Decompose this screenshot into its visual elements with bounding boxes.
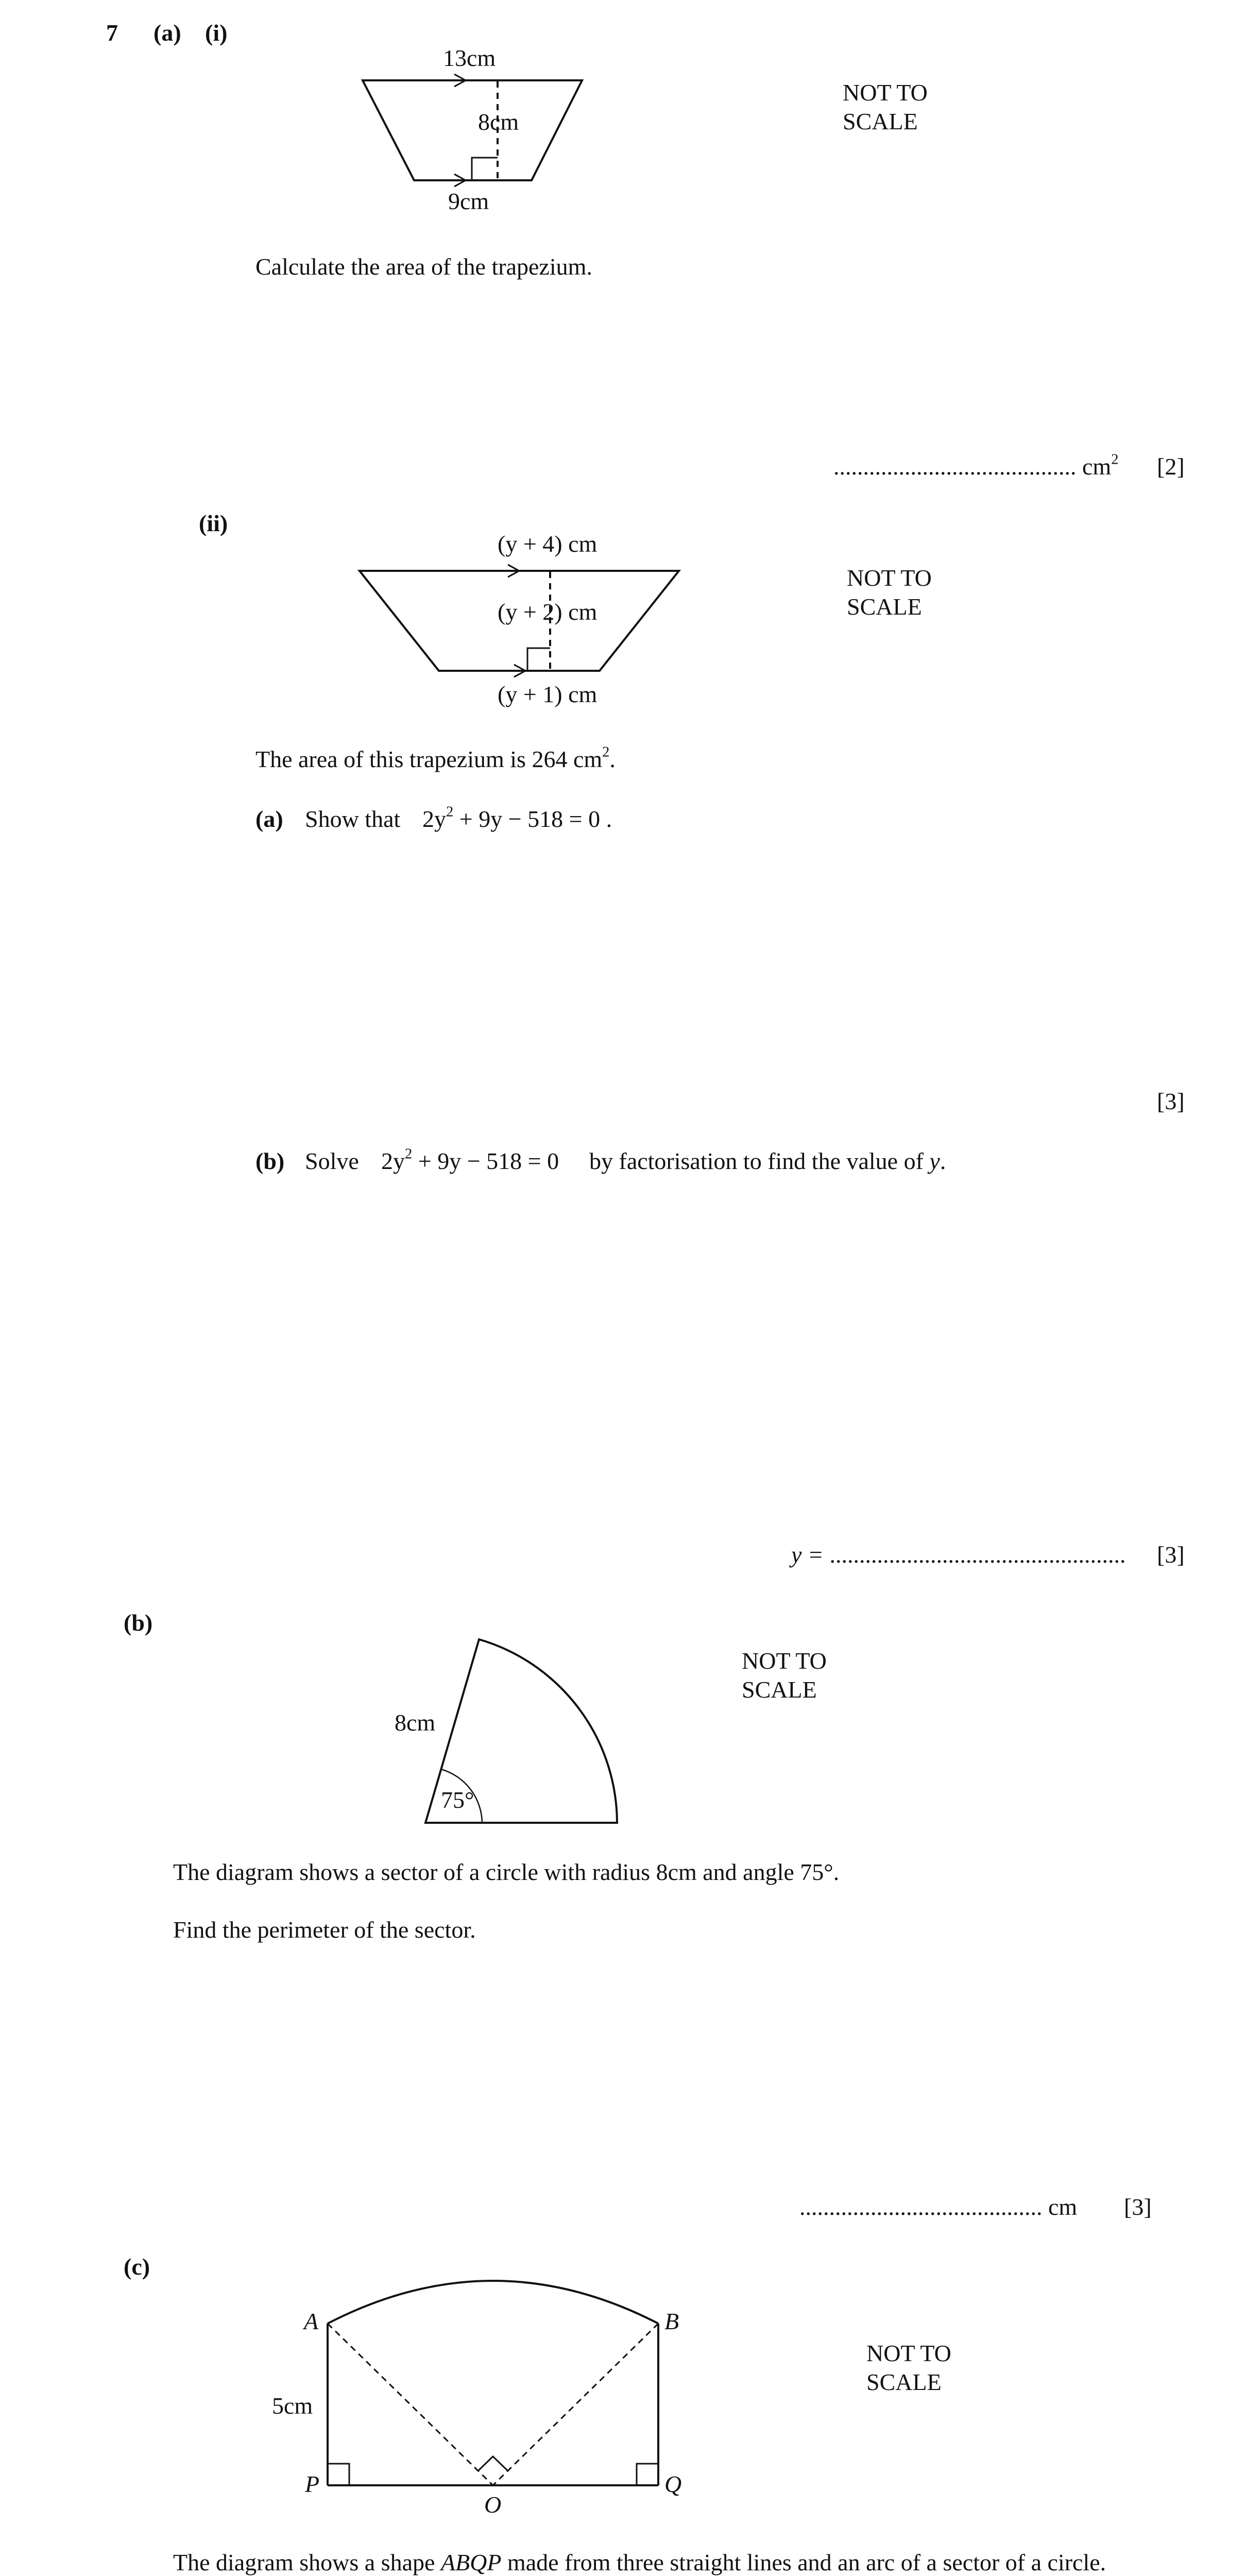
trapezium-2-height-label: (y + 2) cm [498, 599, 598, 625]
a-ii-b-text-end: by factorisation to find the value of y. [589, 1148, 946, 1174]
radius-ob [493, 2324, 658, 2485]
part-c-label: (c) [124, 2253, 150, 2280]
a-i-marks: [2] [1157, 453, 1185, 480]
a-ii-statement: The area of this trapezium is 264 $cm^2$. [255, 744, 616, 772]
right-angle-o [478, 2456, 508, 2471]
trapezium-1-height-label: 8cm [478, 109, 519, 135]
right-angle-p [328, 2464, 349, 2485]
b-marks: [3] [1124, 2194, 1152, 2220]
not-to-scale-3-line1: NOT TO [742, 1648, 827, 1674]
sector-angle-label: 75° [441, 1787, 474, 1813]
trapezium-2-bottom-label: (y + 1) cm [498, 681, 598, 707]
side-ap-label: 5cm [272, 2393, 313, 2419]
a-ii-a-equation: $2y^2 + 9y - 518 = 0$ . [422, 804, 612, 832]
b-text-1: The diagram shows a sector of a circle with radius 8cm and angle 75°. [173, 1859, 840, 1885]
right-angle-q [637, 2464, 658, 2485]
a-ii-a-label: (a) [255, 806, 283, 832]
trapezium-1-bottom-label: 9cm [448, 188, 489, 214]
not-to-scale-2-line1: NOT TO [847, 565, 932, 591]
trapezium-2-top-label: (y + 4) cm [498, 531, 598, 557]
point-q-label: Q [664, 2471, 682, 2497]
c-line-1: The diagram shows a shape ABQP made from three straight lines and an arc of a sector of a circle. [173, 2549, 1106, 2575]
a-i-answer-line[interactable]: ......................................... $cm^2$ [833, 451, 1119, 480]
part-a-i-label: (i) [205, 20, 228, 46]
a-ii-b-equation: $2y^2 + 9y - 518 = 0$ [381, 1146, 559, 1174]
not-to-scale-3-line2: SCALE [742, 1676, 817, 1703]
arc-ab [328, 2281, 658, 2324]
part-a-label: (a) [153, 20, 181, 46]
a-i-prompt: Calculate the area of the trapezium. [255, 253, 592, 280]
not-to-scale-2-line2: SCALE [847, 594, 922, 620]
not-to-scale-1-line2: SCALE [843, 108, 918, 134]
a-ii-b-text: Solve [305, 1148, 359, 1174]
part-b-label: (b) [124, 1609, 153, 1636]
a-ii-a-marks: [3] [1157, 1088, 1185, 1114]
a-ii-b-answer-line[interactable]: y = .................................................. [791, 1541, 1126, 1568]
radius-oa [328, 2324, 493, 2485]
trapezium-1-top-label: 13cm [443, 45, 496, 71]
answer-unit: cm [1082, 453, 1112, 480]
point-a-label: A [304, 2308, 319, 2334]
b-answer-line[interactable]: ......................................... cm [799, 2194, 1078, 2220]
b-text-2: Find the perimeter of the sector. [173, 1917, 476, 1943]
sector-radius-label: 8cm [395, 1709, 436, 1736]
answer-dots: ......................................... [833, 453, 1077, 480]
not-to-scale-1-line1: NOT TO [843, 79, 928, 106]
a-ii-a-text: Show that [305, 806, 401, 832]
not-to-scale-4-line2: SCALE [866, 2369, 942, 2395]
not-to-scale-4-line1: NOT TO [866, 2340, 951, 2366]
question-number: 7 [106, 20, 118, 46]
point-o-label: O [484, 2492, 502, 2518]
a-ii-b-marks: [3] [1157, 1541, 1185, 1568]
point-b-label: B [664, 2308, 679, 2334]
point-p-label: P [305, 2471, 320, 2497]
a-ii-b-label: (b) [255, 1148, 285, 1174]
part-a-ii-label: (ii) [199, 510, 228, 536]
